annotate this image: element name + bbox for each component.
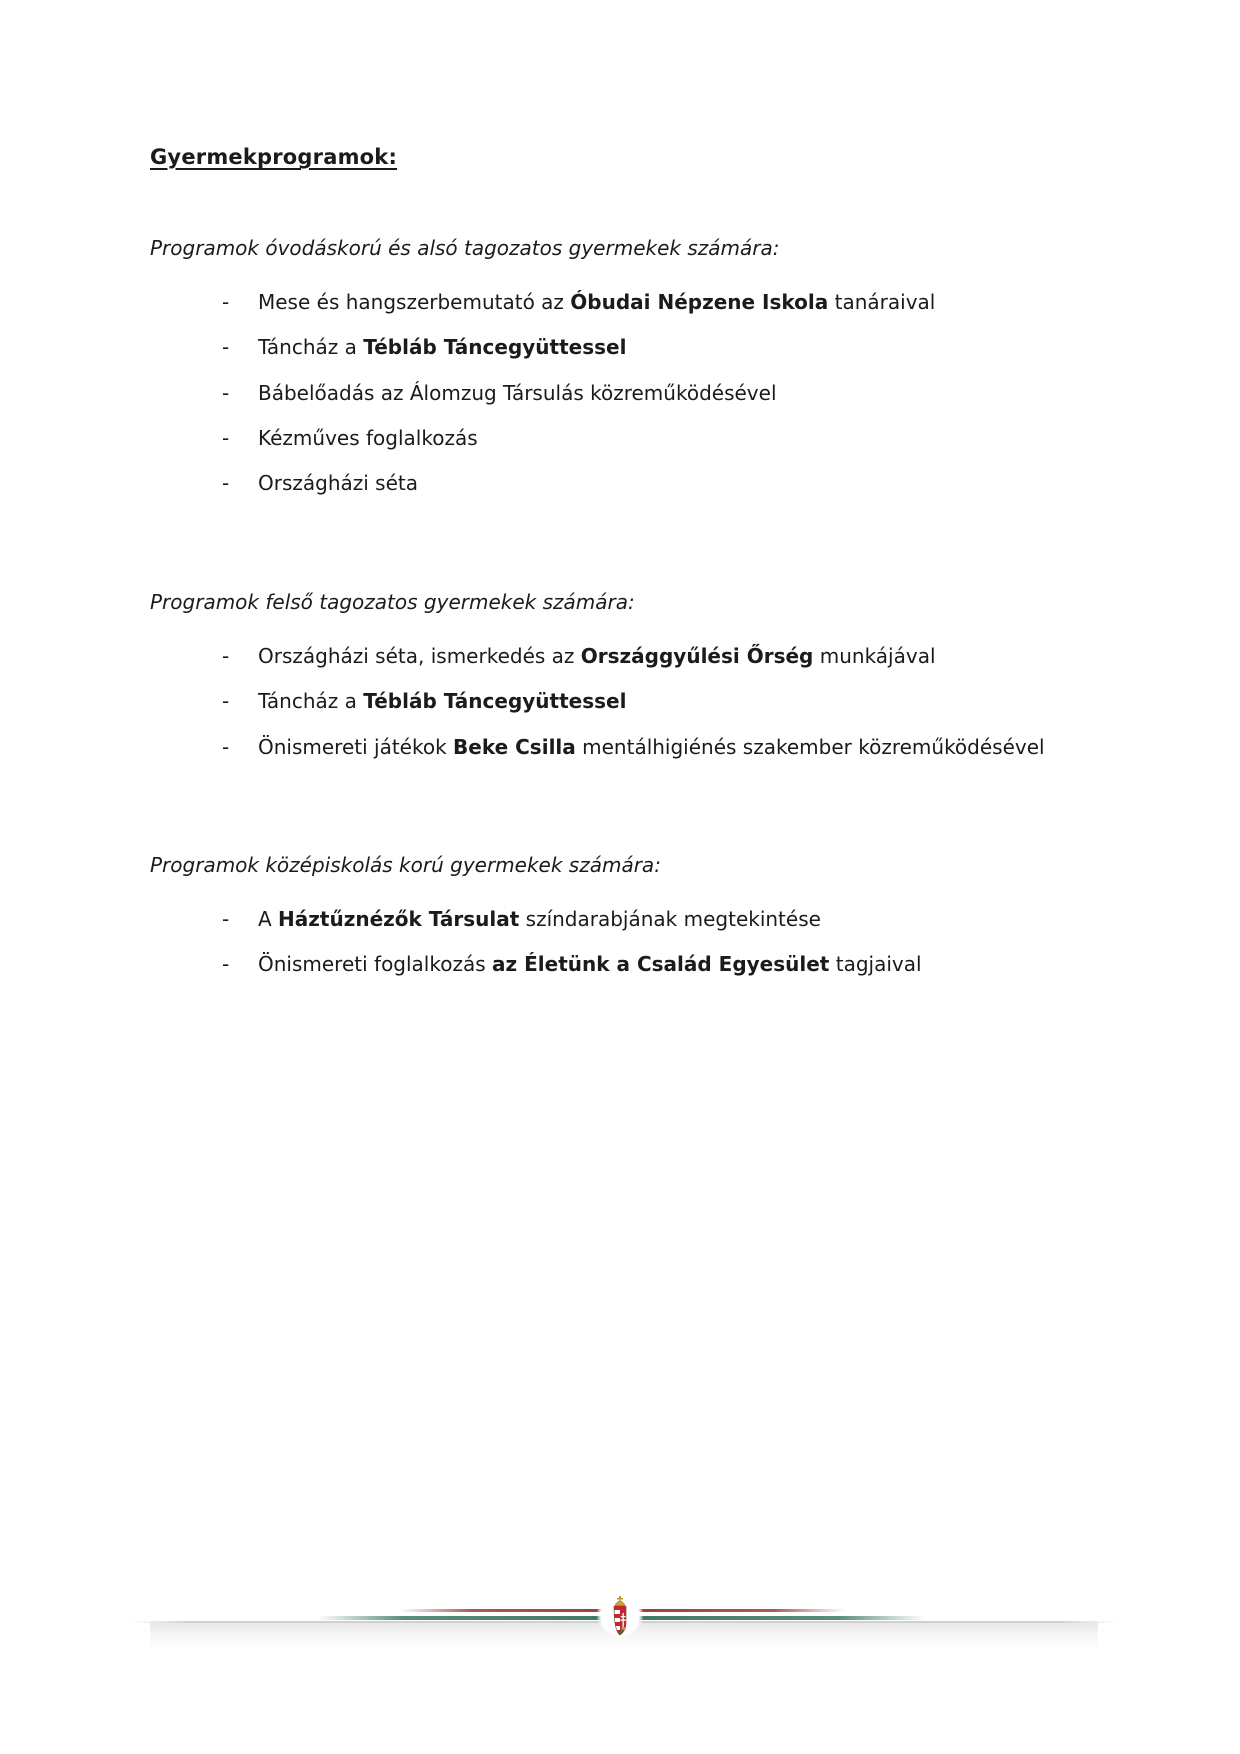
list-item-text bbox=[258, 471, 418, 495]
list-item-text bbox=[258, 735, 1045, 759]
list-item bbox=[222, 644, 936, 668]
bullet-dash: - bbox=[222, 689, 230, 714]
list-item-bold-segment: Háztűznézők Társulat bbox=[278, 907, 520, 931]
list-item-segment: Országházi séta bbox=[258, 471, 418, 496]
list-item bbox=[222, 290, 935, 314]
list-item-segment: Önismereti foglalkozás bbox=[258, 952, 493, 977]
list-item-text bbox=[258, 426, 478, 450]
list-item-text bbox=[258, 952, 922, 976]
list-item-bold-segment: Országgyűlési Őrség bbox=[580, 644, 814, 668]
list-item-text bbox=[258, 689, 626, 713]
section-heading: Programok felső tagozatos gyermekek számára: bbox=[150, 590, 635, 614]
list-item-segment: A bbox=[258, 907, 279, 931]
list-item-segment: Országházi séta, ismerkedés az bbox=[258, 644, 581, 668]
list-item-bold-segment: Beke Csilla bbox=[453, 734, 576, 759]
list-item-text bbox=[258, 290, 935, 314]
coat-of-arms-halo bbox=[597, 1592, 643, 1638]
list-item-segment: Táncház a bbox=[258, 689, 364, 714]
list-item bbox=[222, 735, 1045, 759]
list-item-segment: munkájával bbox=[813, 644, 936, 668]
list-item-bold-segment: az Életünk a Család Egyesület bbox=[492, 952, 830, 977]
bullet-dash: - bbox=[222, 335, 230, 360]
list-item-segment: Mese és hangszerbemutató az bbox=[258, 290, 571, 314]
section-heading: Programok középiskolás korú gyermekek számára: bbox=[150, 853, 661, 877]
bullet-dash: - bbox=[222, 290, 230, 314]
list-item-bold-segment: Óbudai Népzene Iskola bbox=[570, 290, 829, 314]
list-item-segment: tanáraival bbox=[828, 290, 936, 314]
list-item bbox=[222, 907, 821, 931]
bullet-dash: - bbox=[222, 380, 230, 405]
list-item-segment: Táncház a bbox=[258, 335, 364, 360]
page-title: Gyermekprogramok: bbox=[150, 145, 398, 169]
list-item-segment: Önismereti játékok bbox=[258, 734, 454, 759]
list-item-text bbox=[258, 335, 626, 359]
section-heading: Programok óvodáskorú és alsó tagozatos gyermekek számára: bbox=[150, 236, 780, 260]
list-item-text bbox=[258, 907, 821, 931]
footer-divider-green-line bbox=[318, 1616, 924, 1620]
list-item bbox=[222, 471, 418, 495]
list-item bbox=[222, 689, 626, 713]
list-item-segment: Kézműves foglalkozás bbox=[258, 425, 478, 450]
footer-divider-shadow bbox=[150, 1623, 1098, 1651]
list-item-segment: tagjaival bbox=[829, 952, 922, 977]
list-item-bold-segment: Tébláb Táncegyüttessel bbox=[363, 335, 627, 360]
list-item bbox=[222, 335, 626, 359]
footer-divider-gray-line bbox=[130, 1621, 1118, 1623]
list-item bbox=[222, 952, 922, 976]
bullet-dash: - bbox=[222, 425, 230, 450]
list-item-text bbox=[258, 381, 777, 405]
bullet-dash: - bbox=[222, 907, 230, 931]
list-item bbox=[222, 381, 777, 405]
hungary-coat-of-arms-icon bbox=[612, 1596, 628, 1636]
bullet-dash: - bbox=[222, 952, 230, 977]
list-item bbox=[222, 426, 478, 450]
list-item-segment: Bábelőadás az Álomzug Társulás közreműködésével bbox=[258, 380, 777, 405]
bullet-dash: - bbox=[222, 471, 230, 496]
footer-divider-red-line bbox=[400, 1609, 845, 1612]
list-item-segment: mentálhigiénés szakember közreműködésével bbox=[575, 734, 1045, 759]
list-item-bold-segment: Tébláb Táncegyüttessel bbox=[363, 689, 627, 714]
bullet-dash: - bbox=[222, 644, 230, 668]
bullet-dash: - bbox=[222, 734, 230, 759]
list-item-segment: színdarabjának megtekintése bbox=[519, 907, 821, 931]
list-item-text bbox=[258, 644, 936, 668]
